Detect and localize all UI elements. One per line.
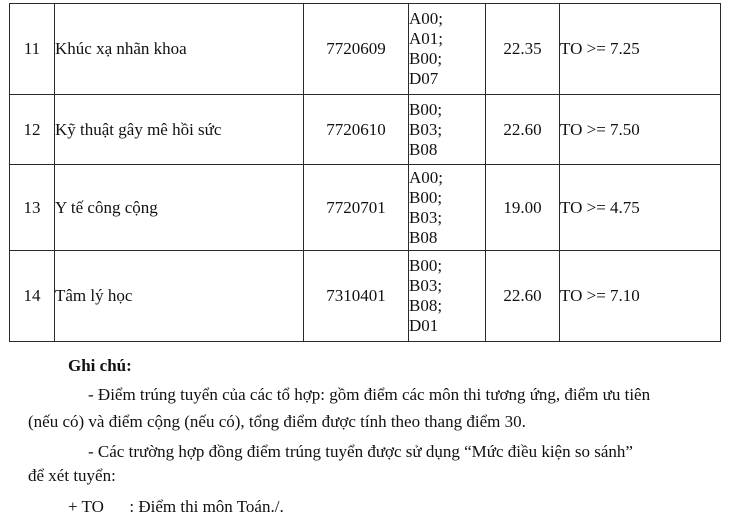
cutoff-score: 19.00 xyxy=(486,165,560,251)
note-line: + TO : Điểm thi môn Toán./. xyxy=(68,497,284,516)
major-name: Khúc xạ nhãn khoa xyxy=(55,4,304,95)
table-row xyxy=(10,251,721,342)
major-code: 7720609 xyxy=(304,4,409,95)
major-code: 7310401 xyxy=(304,251,409,342)
combination: A00; xyxy=(409,167,443,187)
combination: A01; xyxy=(409,29,443,48)
cutoff-score: 22.60 xyxy=(486,95,560,165)
note-line: (nếu có) và điểm cộng (nếu có), tổng điểm được tính theo thang điểm 30. xyxy=(28,412,526,431)
combination: B00; xyxy=(409,49,443,68)
subject-combinations xyxy=(409,95,486,165)
tiebreak-condition: TO >= 7.10 xyxy=(560,251,721,342)
tiebreak-condition: TO >= 7.25 xyxy=(560,4,721,95)
note-line: để xét tuyển: xyxy=(28,466,116,485)
major-name: Kỹ thuật gây mê hồi sức xyxy=(55,95,304,165)
row-number: 13 xyxy=(10,165,55,251)
combination: B08; xyxy=(409,296,443,315)
combination: A00; xyxy=(409,9,443,28)
cutoff-score: 22.35 xyxy=(486,4,560,95)
table-row xyxy=(10,165,721,251)
subject-combinations xyxy=(409,165,486,251)
note-line: - Các trường hợp đồng điểm trúng tuyển được sử dụng “Mức điều kiện so sánh” xyxy=(88,442,633,461)
major-code: 7720701 xyxy=(304,165,409,251)
notes-title: Ghi chú: xyxy=(68,356,132,375)
combination: B03; xyxy=(409,276,443,295)
note-line: - Điểm trúng tuyển của các tổ hợp: gồm điểm các môn thi tương ứng, điểm ưu tiên xyxy=(88,385,651,404)
tiebreak-condition: TO >= 7.50 xyxy=(560,95,721,165)
combination: B08 xyxy=(409,139,438,159)
combination: B03; xyxy=(409,207,443,227)
row-number: 12 xyxy=(10,95,55,165)
row-number: 14 xyxy=(10,251,55,342)
combination: D07 xyxy=(409,69,439,88)
subject-combinations xyxy=(409,251,486,342)
table-row xyxy=(10,4,721,95)
combination: B00; xyxy=(409,187,443,207)
admission-score-table xyxy=(9,3,721,342)
major-name: Y tế công cộng xyxy=(55,165,304,251)
major-code: 7720610 xyxy=(304,95,409,165)
subject-combinations xyxy=(409,4,486,95)
tiebreak-condition: TO >= 4.75 xyxy=(560,165,721,251)
combination: D01 xyxy=(409,316,439,335)
combination: B03; xyxy=(409,119,443,139)
table-row xyxy=(10,95,721,165)
row-number: 11 xyxy=(10,4,55,95)
combination: B00; xyxy=(409,256,443,275)
cutoff-score: 22.60 xyxy=(486,251,560,342)
combination: B08 xyxy=(409,227,438,247)
combination: B00; xyxy=(409,99,443,119)
major-name: Tâm lý học xyxy=(55,251,304,342)
